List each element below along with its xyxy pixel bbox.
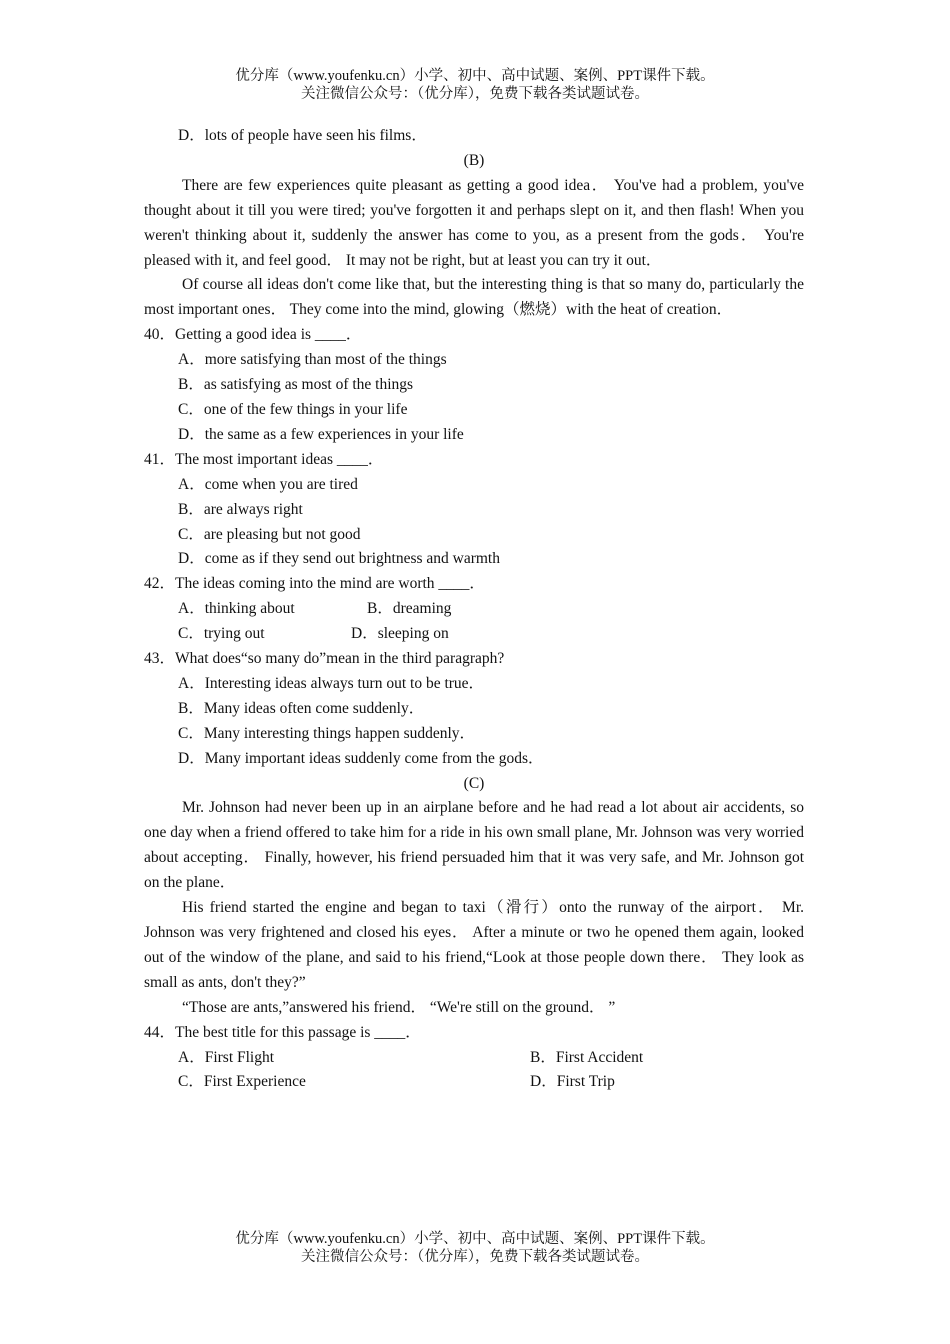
page-header: [0, 67, 950, 103]
footer-line-1: 优分库（www.youfenku.cn）小学、初中、高中试题、案例、PPT课件下载。: [235, 1231, 715, 1247]
question-43: 43．What does“so many do”mean in the third paragraph?: [144, 650, 505, 668]
section-b-heading: (B): [463, 151, 485, 169]
question-43-option-d: D．Many important ideas suddenly come from the gods．: [178, 749, 544, 767]
header-line-2: 关注微信公众号：（优分库），免费下载各类试题试卷。: [301, 86, 649, 102]
question-44-option-a: A．First Flight: [178, 1048, 275, 1066]
section-b-paragraph-2: Of course all ideas don't come like that, but the interesting thing is that so many do, particularly the most important ones． They come into the mind, glowing（燃烧）with the heat of creation．: [144, 276, 804, 319]
question-40-option-b: B．as satisfying as most of the things: [178, 376, 414, 394]
section-c-paragraph-3: “Those are ants,”answered his friend． “We're still on the ground． ”: [182, 998, 616, 1016]
document-body: [144, 124, 804, 1095]
question-44-row-2: [144, 1070, 804, 1095]
previous-option-d: D．lots of people have seen his films．: [178, 127, 427, 144]
section-c-paragraph-2: His friend started the engine and began to taxi（滑行）onto the runway of the airport． Mr. Johnson was very frightened and closed his eyes． After a minute or two he opened them again, looked out of the window of the plane, and said to his friend,“Look at those people down there． They look as small as ants, don't they?”: [144, 899, 804, 991]
question-41: 41．The most important ideas ____．: [144, 450, 384, 468]
question-40: 40．Getting a good idea is ____．: [144, 326, 362, 344]
section-c-heading: (C): [463, 774, 485, 792]
question-43-option-a: A．Interesting ideas always turn out to be true．: [178, 674, 485, 692]
question-43-option-c: C．Many interesting things happen suddenly．: [178, 724, 476, 742]
question-40-option-c: C．one of the few things in your life: [178, 400, 408, 418]
question-44-option-b: B．First Accident: [530, 1048, 644, 1066]
question-42-row-2: [144, 622, 804, 647]
header-line-1: 优分库（www.youfenku.cn）小学、初中、高中试题、案例、PPT课件下载。: [235, 68, 715, 84]
question-44: 44．The best title for this passage is ____．: [144, 1023, 421, 1041]
question-41-option-a: A．come when you are tired: [178, 475, 358, 493]
question-42-option-b: B．dreaming: [367, 600, 452, 618]
question-41-option-d: D．come as if they send out brightness and warmth: [178, 550, 500, 568]
page-footer: [0, 1230, 950, 1266]
question-40-option-d: D．the same as a few experiences in your life: [178, 425, 464, 443]
section-b-paragraph-1: There are few experiences quite pleasant as getting a good idea． You've had a problem, you've thought about it till you were tired; you've forgotten it and perhaps slept on it, and then flash! When you weren't thinking about it, suddenly the answer has come to you, as a present from the gods． You're pleased with it, and feel good． It may not be right, but at least you can try it out．: [144, 176, 804, 269]
question-41-option-c: C．are pleasing but not good: [178, 525, 361, 543]
question-40-option-a: A．more satisfying than most of the things: [178, 351, 447, 369]
question-44-row-1: [144, 1046, 804, 1071]
question-42: 42．The ideas coming into the mind are worth ____．: [144, 575, 485, 593]
question-42-row-1: [144, 597, 804, 622]
section-c-paragraph-1: Mr. Johnson had never been up in an airplane before and he had read a lot about air accidents, so one day when a friend offered to take him for a ride in his own small plane, Mr. Johnson was very worried about accepting． Finally, however, his friend persuaded him that it was very safe, and Mr. Johnson got on the plane．: [144, 799, 804, 892]
question-44-option-d: D．First Trip: [530, 1073, 615, 1091]
footer-line-2: 关注微信公众号：（优分库），免费下载各类试题试卷。: [301, 1249, 649, 1265]
question-43-option-b: B．Many ideas often come suddenly．: [178, 699, 425, 717]
question-44-option-c: C．First Experience: [178, 1073, 306, 1091]
question-42-option-c: C．trying out: [178, 625, 265, 643]
question-42-option-d: D．sleeping on: [351, 625, 449, 643]
question-42-option-a: A．thinking about: [178, 600, 295, 618]
question-41-option-b: B．are always right: [178, 500, 303, 518]
